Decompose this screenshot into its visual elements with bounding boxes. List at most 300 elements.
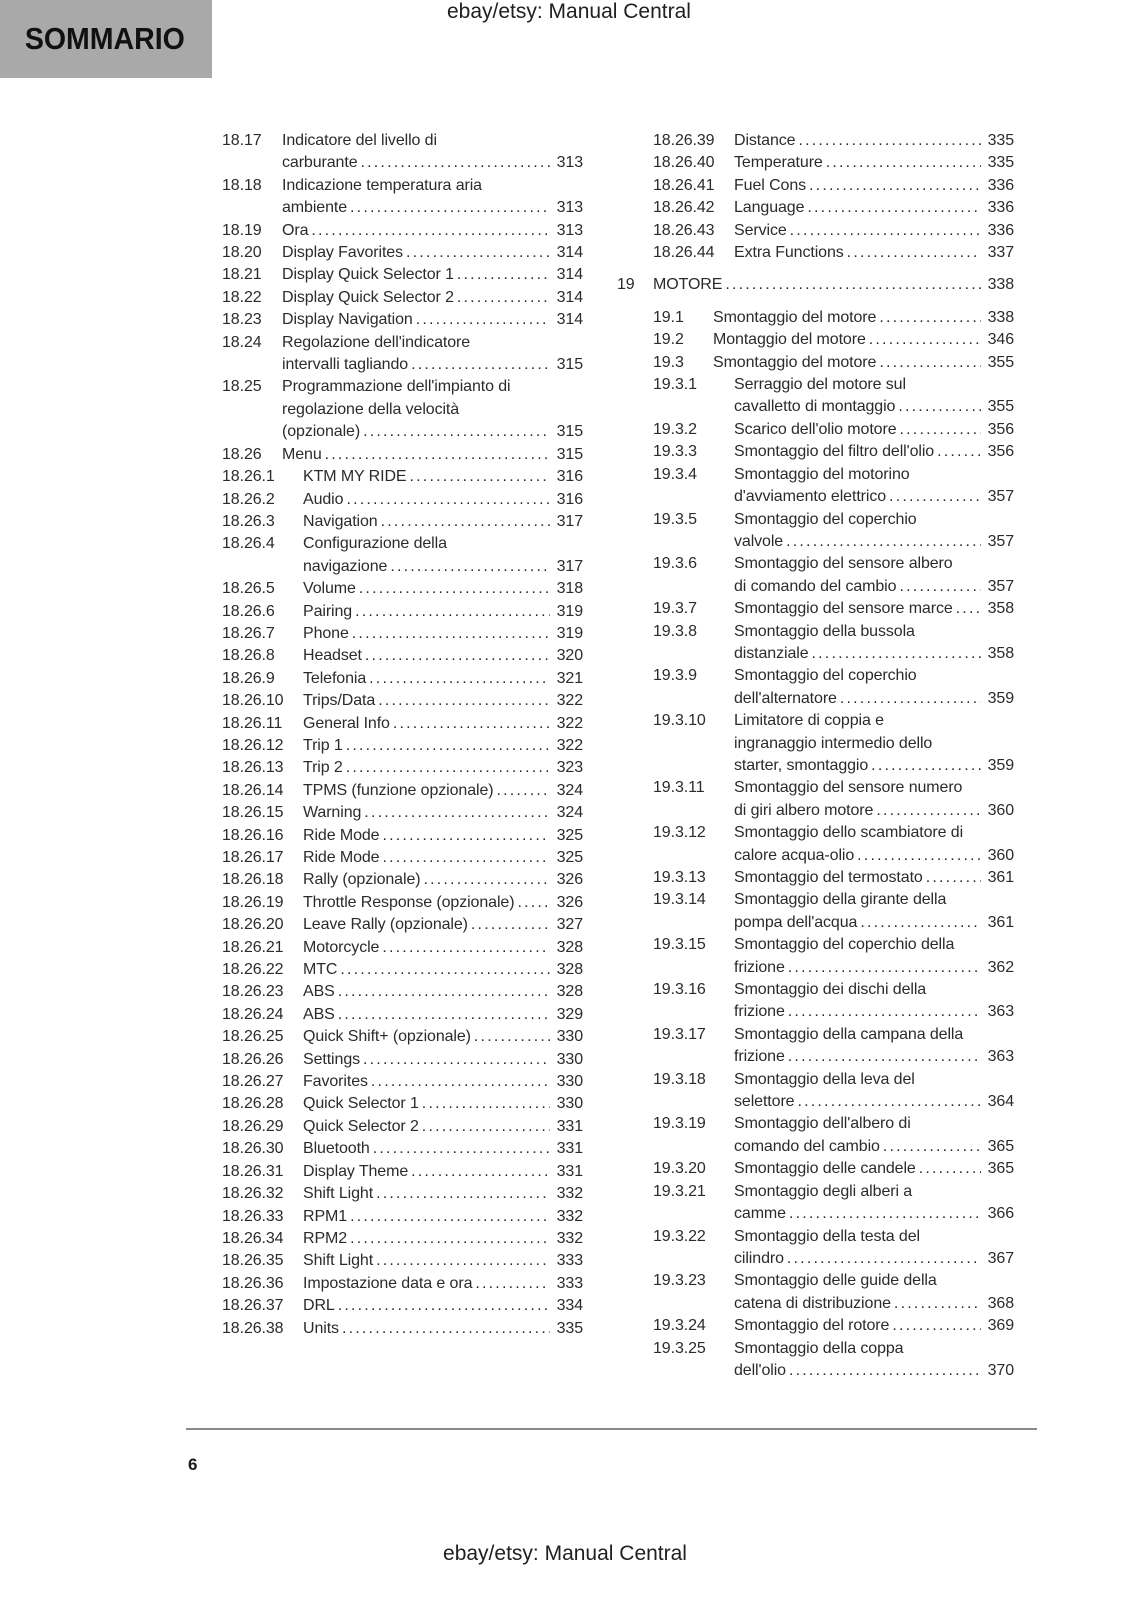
toc-entry-title-text: Warning	[303, 804, 362, 822]
toc-entry-title-line	[303, 533, 583, 555]
toc-page-number: 330	[556, 1095, 583, 1113]
toc-leader-dots	[371, 1071, 550, 1093]
toc-entry-title-text: Quick Shift+ (opzionale)	[303, 1028, 471, 1046]
toc-page-number: 330	[556, 1073, 583, 1091]
toc-entry-title-line	[734, 197, 1014, 219]
toc-entry-title-text: Smontaggio dei dischi della	[734, 981, 927, 999]
toc-entry-title-text: cavalletto di montaggio	[734, 398, 896, 416]
toc-page-number: 323	[556, 759, 583, 777]
toc-entry-title-line	[303, 757, 583, 779]
toc-entry-number: 18.17	[222, 132, 262, 149]
toc-page-number: 330	[556, 1050, 583, 1068]
toc-entry-title	[713, 352, 1014, 374]
toc-entry-title-line	[734, 957, 1014, 979]
toc-entry-number: 18.26.10	[222, 692, 284, 710]
toc-entry	[653, 1226, 1014, 1271]
toc-entry-title-line	[734, 1158, 1014, 1180]
toc-page-number: 332	[556, 1229, 583, 1247]
toc-entry-title-text: frizione	[734, 1003, 785, 1021]
toc-entry	[222, 1206, 583, 1228]
toc-leader-dots	[789, 1203, 981, 1225]
toc-entry-title-text: Smontaggio del coperchio	[734, 667, 917, 685]
toc-entry-title-text: Shift Light	[303, 1185, 374, 1203]
toc-entry-title-line	[734, 396, 1014, 418]
toc-page-number: 338	[987, 308, 1014, 326]
toc-leader-dots	[807, 197, 980, 219]
toc-entry-title-line	[282, 421, 583, 443]
toc-entry-title-line	[303, 668, 583, 690]
toc-entry-number: 18.21	[222, 266, 262, 284]
toc-entry-title	[282, 287, 583, 309]
toc-entry-title-line	[734, 710, 1014, 732]
toc-entry	[222, 668, 583, 690]
toc-entry-title-text: Quick Selector 2	[303, 1117, 419, 1135]
toc-leader-dots	[894, 1293, 981, 1315]
toc-entry-title-line	[303, 1206, 583, 1228]
toc-entry-title-line	[282, 130, 583, 152]
toc-leader-dots	[919, 1158, 981, 1180]
toc-page-number: 360	[987, 801, 1014, 819]
toc-leader-dots	[422, 1093, 550, 1115]
toc-page-number: 314	[556, 288, 583, 306]
toc-entry-title-text: Display Favorites	[282, 244, 404, 262]
toc-entry-title	[303, 466, 583, 488]
toc-leader-dots	[787, 1248, 981, 1270]
toc-entry-number: 18.26.26	[222, 1050, 284, 1068]
toc-entry-number: 18.26.15	[222, 804, 284, 822]
toc-entry-title-text: Bluetooth	[303, 1140, 370, 1158]
toc-entry	[653, 979, 1014, 1024]
toc-entry-title	[303, 645, 583, 667]
toc-entry-title-text: catena di distribuzione	[734, 1294, 891, 1312]
toc-leader-dots	[338, 1295, 550, 1317]
toc-entry	[653, 197, 1014, 219]
toc-page-number: 315	[556, 445, 583, 463]
toc-entry-title	[734, 1158, 1014, 1180]
toc-entry-title-line	[303, 556, 583, 578]
toc-entry-title	[734, 777, 1014, 822]
toc-entry-title	[303, 668, 583, 690]
toc-page-number: 357	[987, 488, 1014, 506]
toc-entry-title-text: Smontaggio del filtro dell'olio	[734, 443, 935, 461]
toc-leader-dots	[342, 1318, 550, 1340]
toc-entry-title	[303, 1250, 583, 1272]
toc-entry	[653, 777, 1014, 822]
toc-entry-title-line	[303, 1004, 583, 1026]
toc-entry-title-text: Scarico dell'olio motore	[734, 420, 897, 438]
toc-entry-title-line	[734, 688, 1014, 710]
toc-entry	[653, 889, 1014, 934]
toc-page-number: 363	[987, 1048, 1014, 1066]
toc-entry-title-text: pompa dell'acqua	[734, 913, 858, 931]
toc-leader-dots	[378, 690, 549, 712]
toc-leader-dots	[812, 643, 981, 665]
toc-leader-dots	[899, 576, 980, 598]
toc-entry-title-text: Pairing	[303, 602, 353, 620]
toc-entry-number: 18.26	[222, 445, 262, 463]
toc-entry-title-line	[653, 274, 1014, 296]
toc-entry	[222, 937, 583, 959]
toc-entry-title-text: Fuel Cons	[734, 176, 807, 194]
toc-entry-title-line	[303, 645, 583, 667]
toc-entry-number: 18.26.25	[222, 1028, 284, 1046]
toc-entry-title-line	[734, 1136, 1014, 1158]
toc-entry	[653, 1024, 1014, 1069]
toc-entry-title-text: camme	[734, 1205, 786, 1223]
toc-page-number: 331	[556, 1117, 583, 1135]
toc-leader-dots	[361, 152, 550, 174]
toc-entry-title	[303, 1138, 583, 1160]
toc-leader-dots	[926, 867, 981, 889]
toc-entry-number: 18.26.13	[222, 759, 284, 777]
toc-leader-dots	[869, 329, 981, 351]
toc-entry-title	[282, 332, 583, 377]
toc-page-number: 365	[987, 1160, 1014, 1178]
toc-entry-number: 18.19	[222, 221, 262, 239]
toc-entry-title-line	[734, 1001, 1014, 1023]
toc-entry-title	[734, 553, 1014, 598]
toc-leader-dots	[346, 735, 550, 757]
toc-entry-title-text: Smontaggio del rotore	[734, 1317, 890, 1335]
toc-entry-title-text: Telefonia	[303, 669, 367, 687]
toc-entry-title-text: Ride Mode	[303, 826, 380, 844]
toc-leader-dots	[847, 242, 981, 264]
toc-entry	[222, 1026, 583, 1048]
toc-entry-title-text: Serraggio del motore sul	[734, 376, 906, 394]
toc-entry-title	[282, 130, 583, 175]
toc-entry-title-line	[303, 466, 583, 488]
toc-entry-title-line	[282, 444, 583, 466]
toc-page-number: 331	[556, 1162, 583, 1180]
toc-entry-title	[734, 598, 1014, 620]
toc-entry-title-text: Display Theme	[303, 1162, 409, 1180]
toc-entry-title	[303, 1004, 583, 1026]
toc-entry-title-text: Trip 1	[303, 736, 343, 754]
toc-entry-number: 18.26.16	[222, 826, 284, 844]
toc-entry-title-text: Display Navigation	[282, 311, 413, 329]
toc-entry-title-text: Smontaggio del sensore marce	[734, 600, 953, 618]
toc-page-number: 330	[556, 1028, 583, 1046]
toc-entry-number: 19	[617, 276, 635, 294]
toc-entry-title-line	[734, 1293, 1014, 1315]
toc-entry	[653, 621, 1014, 666]
toc-entry-title	[734, 220, 1014, 242]
toc-entry-title-line	[282, 376, 583, 398]
toc-page-number: 325	[556, 849, 583, 866]
toc-entry-title	[303, 1206, 583, 1228]
toc-leader-dots	[422, 1116, 550, 1138]
toc-entry-number: 18.20	[222, 244, 262, 262]
toc-entry-title-line	[282, 197, 583, 219]
toc-page-number: 319	[556, 602, 583, 620]
toc-entry-title-text: distanziale	[734, 644, 809, 662]
toc-entry	[222, 533, 583, 578]
toc-entry-title-line	[303, 892, 583, 914]
toc-entry-title-line	[734, 621, 1014, 643]
toc-entry-title-text: ABS	[303, 1005, 335, 1023]
toc-entry-title-text: Smontaggio della campana della	[734, 1025, 964, 1043]
toc-entry	[222, 981, 583, 1003]
toc-entry-title-text: cilindro	[734, 1249, 784, 1267]
toc-entry-title	[734, 1113, 1014, 1158]
toc-entry-number: 18.26.24	[222, 1005, 284, 1023]
toc-entry	[653, 822, 1014, 867]
toc-entry-title-line	[303, 847, 583, 869]
toc-entry-title-text: selettore	[734, 1093, 795, 1111]
toc-entry-number: 18.26.12	[222, 736, 284, 754]
toc-entry-title	[303, 690, 583, 712]
toc-leader-dots	[411, 1161, 549, 1183]
toc-entry	[222, 376, 583, 443]
toc-entry	[222, 264, 583, 286]
toc-page-number: 327	[556, 916, 583, 934]
toc-entry-number: 19.3.4	[653, 465, 697, 483]
toc-leader-dots	[798, 130, 980, 152]
toc-entry-title	[734, 1338, 1014, 1383]
toc-entry-title-text: Extra Functions	[734, 244, 844, 262]
toc-entry-title	[734, 441, 1014, 463]
toc-page-number: 356	[987, 420, 1014, 438]
toc-entry-title-line	[303, 1250, 583, 1272]
toc-leader-dots	[364, 802, 549, 824]
toc-entry-title-line	[303, 780, 583, 802]
toc-page-number: 318	[556, 580, 583, 598]
toc-entry-number: 18.26.5	[222, 580, 275, 598]
toc-entry	[222, 1183, 583, 1205]
toc-entry-number: 18.18	[222, 176, 262, 194]
toc-entry-title-line	[303, 511, 583, 533]
toc-leader-dots	[369, 668, 549, 690]
toc-entry	[653, 665, 1014, 710]
toc-entry	[222, 220, 583, 242]
toc-entry-title-text: Rally (opzionale)	[303, 871, 421, 889]
toc-entry-title-text: RPM1	[303, 1207, 348, 1225]
toc-entry-number: 19.3.14	[653, 891, 706, 909]
toc-entry-title-text: starter, smontaggio	[734, 756, 869, 774]
toc-entry-number: 18.23	[222, 311, 262, 329]
toc-leader-dots	[325, 444, 550, 466]
toc-entry-title-text: Units	[303, 1319, 339, 1337]
toc-entry-title-line	[282, 309, 583, 331]
toc-entry-title-text: Language	[734, 199, 805, 217]
toc-entry-title	[734, 867, 1014, 889]
toc-entry-title-text: dell'alternatore	[734, 689, 837, 707]
toc-leader-dots	[471, 914, 550, 936]
toc-leader-dots	[363, 1049, 550, 1071]
toc-entry-title-line	[303, 1295, 583, 1317]
toc-leader-dots	[410, 466, 550, 488]
toc-entry-title-line	[734, 576, 1014, 598]
toc-page-number: 370	[987, 1361, 1014, 1379]
toc-entry-title-line	[734, 175, 1014, 197]
toc-entry-title-line	[303, 1116, 583, 1138]
toc-entry-title-line	[734, 486, 1014, 508]
toc-entry-title-text: MTC	[303, 961, 338, 979]
toc-entry-title-text: Temperature	[734, 154, 823, 172]
toc-entry-number: 19.3	[653, 353, 684, 371]
toc-entry-title-text: Headset	[303, 647, 362, 665]
toc-leader-dots	[883, 1136, 981, 1158]
toc-entry-title-line	[734, 1360, 1014, 1382]
toc-page-number: 316	[556, 468, 583, 486]
toc-entry-title-text: TPMS (funzione opzionale)	[303, 781, 494, 799]
toc-page-number: 360	[987, 846, 1014, 864]
footer-rule	[186, 1428, 1037, 1430]
toc-leader-dots	[789, 1360, 981, 1382]
toc-entry-title-line	[303, 578, 583, 600]
toc-entry-number: 18.26.39	[653, 132, 715, 149]
toc-entry	[222, 489, 583, 511]
toc-entry-number: 18.26.8	[222, 647, 275, 665]
toc-entry	[222, 287, 583, 309]
toc-entry	[222, 1049, 583, 1071]
toc-entry	[222, 130, 583, 175]
toc-leader-dots	[889, 486, 981, 508]
toc-leader-dots	[376, 1250, 550, 1272]
toc-entry-number: 18.26.44	[653, 244, 715, 262]
toc-entry-title	[303, 1161, 583, 1183]
toc-leader-dots	[809, 175, 981, 197]
toc-entry	[653, 242, 1014, 264]
toc-entry-title-text: intervalli tagliando	[282, 356, 409, 374]
toc-page-number: 326	[556, 893, 583, 911]
toc-entry	[222, 175, 583, 220]
toc-entry-title-text: Smontaggio del termostato	[734, 869, 923, 886]
toc-page-number: 328	[556, 938, 583, 956]
toc-entry-title	[303, 892, 583, 914]
toc-entry-title	[303, 489, 583, 511]
toc-page-number: 333	[556, 1274, 583, 1292]
toc-entry-title-text: Indicazione temperatura aria	[282, 176, 482, 194]
toc-entry-title-text: ambiente	[282, 199, 348, 217]
toc-entry-title-line	[303, 1049, 583, 1071]
toc-entry-title-text: Smontaggio del coperchio	[734, 510, 917, 528]
header-band	[0, 0, 212, 78]
toc-page-number: 326	[556, 871, 583, 889]
toc-entry	[653, 598, 1014, 620]
toc-entry-title-text: Navigation	[303, 512, 378, 530]
toc-entry-title-line	[734, 733, 1014, 755]
toc-leader-dots	[406, 242, 550, 264]
toc-entry-title	[734, 1315, 1014, 1337]
toc-page-number: 336	[987, 221, 1014, 239]
toc-leader-dots	[790, 220, 981, 242]
toc-entry-title-line	[303, 959, 583, 981]
toc-entry-title-text: Display Quick Selector 1	[282, 266, 454, 284]
toc-entry	[653, 1181, 1014, 1226]
toc-entry-title-text: Favorites	[303, 1073, 368, 1091]
toc-entry-title-line	[734, 531, 1014, 553]
toc-page-number: 359	[987, 756, 1014, 774]
toc-entry-title-line	[282, 287, 583, 309]
toc-page-number: 333	[556, 1252, 583, 1270]
toc-column-left	[222, 130, 583, 1340]
toc-entry	[222, 735, 583, 757]
toc-entry-title	[734, 509, 1014, 554]
toc-leader-dots	[352, 623, 550, 645]
toc-entry	[222, 713, 583, 735]
toc-entry-number: 19.3.1	[653, 376, 697, 394]
toc-entry	[653, 307, 1014, 329]
toc-entry-title-line	[282, 354, 583, 376]
toc-leader-dots	[797, 1091, 980, 1113]
toc-entry-title-text: Smontaggio del motorino	[734, 465, 910, 483]
toc-leader-dots	[423, 869, 549, 891]
toc-page-number: 334	[556, 1297, 583, 1315]
toc-page-number: 315	[556, 423, 583, 441]
toc-leader-dots	[338, 981, 550, 1003]
toc-entry-number: 19.3.13	[653, 869, 706, 886]
toc-entry-title	[734, 1226, 1014, 1271]
toc-entry-title-text: (opzionale)	[282, 423, 361, 441]
toc-leader-dots	[497, 780, 550, 802]
toc-entry-title	[734, 242, 1014, 264]
toc-leader-dots	[892, 1315, 980, 1337]
toc-leader-dots	[390, 556, 549, 578]
toc-entry-title-line	[282, 399, 583, 421]
header-doc-title: ebay/etsy: Manual Central	[447, 0, 691, 23]
toc-page-number: 362	[987, 958, 1014, 976]
toc-page-number: 332	[556, 1207, 583, 1225]
toc-entry	[222, 1004, 583, 1026]
toc-entry	[222, 892, 583, 914]
toc-entry-title-text: General Info	[303, 714, 390, 732]
toc-entry-title-text: Motorcycle	[303, 938, 380, 956]
toc-entry	[222, 780, 583, 802]
toc-entry-title	[282, 376, 583, 443]
toc-entry-title	[713, 329, 1014, 351]
toc-entry-number: 18.26.27	[222, 1073, 284, 1091]
toc-entry	[222, 802, 583, 824]
toc-entry-title-text: Smontaggio degli alberi a	[734, 1182, 913, 1200]
toc-entry-title-line	[303, 1273, 583, 1295]
toc-entry-number: 18.26.4	[222, 535, 275, 553]
toc-entry-title-line	[713, 307, 1014, 329]
toc-entry-number: 19.3.2	[653, 420, 697, 438]
toc-entry-title-line	[734, 845, 1014, 867]
toc-entry	[653, 1270, 1014, 1315]
toc-entry-title-line	[734, 800, 1014, 822]
toc-entry-title-line	[303, 601, 583, 623]
toc-entry-title-line	[303, 1183, 583, 1205]
toc-entry-number: 18.26.42	[653, 199, 715, 217]
toc-entry-title-text: MOTORE	[653, 276, 723, 294]
toc-entry-title-line	[303, 869, 583, 891]
toc-entry-title	[303, 1116, 583, 1138]
toc-entry	[222, 242, 583, 264]
toc-leader-dots	[876, 800, 980, 822]
toc-leader-dots	[350, 197, 550, 219]
toc-entry-title-text: Service	[734, 221, 787, 239]
toc-entry-title	[734, 1270, 1014, 1315]
toc-entry-title-text: Smontaggio della coppa	[734, 1339, 904, 1357]
toc-page-number: 335	[987, 132, 1014, 149]
toc-entry	[222, 444, 583, 466]
toc-entry-number: 19.3.11	[653, 779, 705, 797]
toc-entry-number: 19.3.9	[653, 667, 697, 685]
toc-entry-number: 19.3.21	[653, 1182, 706, 1200]
toc-entry-title-line	[734, 1069, 1014, 1091]
toc-leader-dots	[474, 1026, 550, 1048]
toc-entry	[222, 914, 583, 936]
toc-leader-dots	[475, 1273, 549, 1295]
toc-entry-title-line	[282, 242, 583, 264]
toc-entry-title	[303, 623, 583, 645]
toc-entry-number: 18.26.20	[222, 916, 284, 934]
toc-entry-title-line	[734, 1113, 1014, 1135]
toc-page-number: 355	[987, 398, 1014, 416]
toc-entry-title-text: Shift Light	[303, 1252, 374, 1270]
